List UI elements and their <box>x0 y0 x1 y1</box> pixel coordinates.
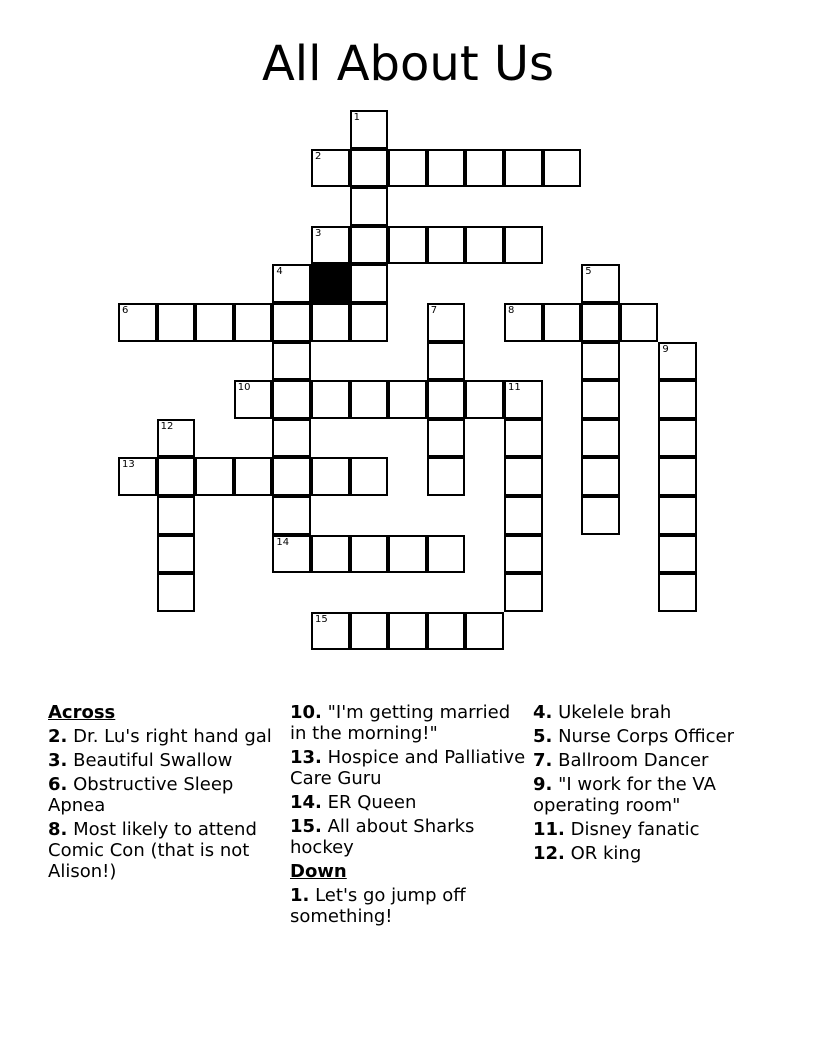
grid-cell[interactable] <box>427 303 466 342</box>
grid-cell[interactable] <box>311 612 350 651</box>
across-heading: Across <box>48 702 116 723</box>
clue-label: 15. <box>290 816 322 837</box>
clue-text: OR king <box>564 843 642 864</box>
grid-cell[interactable] <box>157 573 196 612</box>
grid-cell[interactable] <box>195 457 234 496</box>
clue-text: Dr. Lu's right hand gal <box>67 726 272 747</box>
grid-cell[interactable] <box>157 535 196 574</box>
clue <box>48 750 280 771</box>
grid-cell[interactable] <box>350 226 389 265</box>
grid-cell[interactable] <box>658 342 697 381</box>
grid-cell[interactable] <box>311 149 350 188</box>
grid-cell[interactable] <box>465 612 504 651</box>
grid-cell[interactable] <box>234 457 273 496</box>
grid-cell[interactable] <box>118 303 157 342</box>
grid-cell[interactable] <box>157 419 196 458</box>
clue-text: Beautiful Swallow <box>67 750 233 771</box>
clue-label: 12. <box>533 843 565 864</box>
clue-label: 6. <box>48 774 68 795</box>
grid-cell[interactable] <box>272 457 311 496</box>
grid-cell[interactable] <box>504 496 543 535</box>
grid-cell[interactable] <box>504 573 543 612</box>
grid-cell[interactable] <box>272 535 311 574</box>
clue-label: 4. <box>533 702 553 723</box>
grid-cell[interactable] <box>118 457 157 496</box>
grid-cell[interactable] <box>581 342 620 381</box>
grid-cell[interactable] <box>658 573 697 612</box>
grid-cell[interactable] <box>620 303 659 342</box>
clue-number: 15 <box>315 613 328 625</box>
grid-cell[interactable] <box>658 380 697 419</box>
grid-cell[interactable] <box>350 612 389 651</box>
clue-number: 13 <box>122 459 135 471</box>
grid-cell[interactable] <box>388 612 427 651</box>
clue-number: 8 <box>508 305 515 316</box>
grid-cell[interactable] <box>157 457 196 496</box>
clue <box>533 726 773 747</box>
grid-cell[interactable] <box>465 380 504 419</box>
grid-cell[interactable] <box>427 342 466 381</box>
clue-label: 10. <box>290 702 322 723</box>
grid-cell[interactable] <box>350 303 389 342</box>
grid-cell[interactable] <box>272 264 311 303</box>
clue-text: Hospice and Palliative Care Guru <box>290 747 526 789</box>
black-cell <box>311 264 350 303</box>
clue-text: "I'm getting married in the morning!" <box>290 702 511 744</box>
puzzle-title: All About Us <box>261 36 555 92</box>
clue <box>533 843 773 864</box>
grid-cell[interactable] <box>272 419 311 458</box>
clue-number: 3 <box>315 227 322 239</box>
clue-column-2 <box>290 702 526 930</box>
grid-cell[interactable] <box>427 535 466 574</box>
grid-cell[interactable] <box>350 187 389 226</box>
grid-cell[interactable] <box>581 380 620 419</box>
clue-text: "I work for the VA operating room" <box>533 774 716 816</box>
clue-label: 9. <box>533 774 553 795</box>
grid-cell[interactable] <box>658 535 697 574</box>
clue <box>290 747 526 789</box>
grid-cell[interactable] <box>350 264 389 303</box>
grid-cell[interactable] <box>504 380 543 419</box>
clue-text: Let's go jump off something! <box>290 885 466 927</box>
clue-number: 5 <box>585 266 592 278</box>
clue-label: 5. <box>533 726 553 747</box>
clue-number: 11 <box>508 382 521 394</box>
clue <box>533 774 773 816</box>
grid-cell[interactable] <box>272 303 311 342</box>
grid-cell[interactable] <box>234 380 273 419</box>
clue <box>290 816 526 858</box>
clue-text: ER Queen <box>321 792 417 813</box>
grid-cell[interactable] <box>195 303 234 342</box>
grid-cell[interactable] <box>465 226 504 265</box>
clue-label: 14. <box>290 792 322 813</box>
clue-number: 6 <box>122 305 129 316</box>
clue-number: 9 <box>662 343 669 355</box>
clue-number: 7 <box>430 305 438 316</box>
clue-number: 14 <box>276 536 290 548</box>
grid-cell[interactable] <box>427 226 466 265</box>
grid-cell[interactable] <box>157 496 196 535</box>
grid-cell[interactable] <box>427 149 466 188</box>
grid-cell[interactable] <box>272 380 311 419</box>
grid-cell[interactable] <box>427 419 466 458</box>
clue-text: Obstructive Sleep Apnea <box>48 774 234 816</box>
grid-cell[interactable] <box>350 535 389 574</box>
grid-cell[interactable] <box>658 496 697 535</box>
grid-cell[interactable] <box>388 149 427 188</box>
grid-cell[interactable] <box>504 149 543 188</box>
clue-label: 2. <box>48 726 68 747</box>
clue <box>290 702 526 744</box>
grid-cell[interactable] <box>581 303 620 342</box>
down-heading: Down <box>290 861 347 882</box>
clue-number: 12 <box>160 420 174 432</box>
grid-cell[interactable] <box>388 535 427 574</box>
grid-cell[interactable] <box>427 380 466 419</box>
grid-cell[interactable] <box>311 457 350 496</box>
grid-cell[interactable] <box>504 419 543 458</box>
grid-cell[interactable] <box>504 303 543 342</box>
grid-cell[interactable] <box>465 149 504 188</box>
clue-column-1 <box>48 702 280 885</box>
clue-label: 7. <box>533 750 553 771</box>
clue-number: 1 <box>353 112 360 123</box>
grid-cell[interactable] <box>388 380 427 419</box>
grid-cell[interactable] <box>157 303 196 342</box>
grid-cell[interactable] <box>350 457 389 496</box>
grid-cell[interactable] <box>581 264 620 303</box>
clue-label: 1. <box>290 885 310 906</box>
clue-text: Ukelele brah <box>552 702 672 723</box>
grid-cell[interactable] <box>311 535 350 574</box>
clue-text: Disney fanatic <box>564 819 700 840</box>
clue <box>48 726 280 747</box>
grid-cell[interactable] <box>581 457 620 496</box>
grid-cell[interactable] <box>658 457 697 496</box>
grid-cell[interactable] <box>272 342 311 381</box>
clue-text: Most likely to attend Comic Con (that is not Alison!) <box>48 819 257 882</box>
grid-cell[interactable] <box>543 303 582 342</box>
grid-cell[interactable] <box>388 226 427 265</box>
clue <box>533 702 773 723</box>
clue <box>533 819 773 840</box>
grid-cell[interactable] <box>427 457 466 496</box>
grid-cell[interactable] <box>581 496 620 535</box>
grid-cell[interactable] <box>543 149 582 188</box>
clue-text: Nurse Corps Officer <box>552 726 734 747</box>
grid-cell[interactable] <box>581 419 620 458</box>
clue-number: 2 <box>315 150 322 162</box>
clue <box>290 885 526 927</box>
grid-cell[interactable] <box>350 380 389 419</box>
grid-cell[interactable] <box>504 535 543 574</box>
grid-cell[interactable] <box>504 226 543 265</box>
grid-cell[interactable] <box>311 226 350 265</box>
clue <box>533 750 773 771</box>
grid-cell[interactable] <box>272 496 311 535</box>
clue-column-3 <box>533 702 773 867</box>
grid-cell[interactable] <box>350 149 389 188</box>
grid-cell[interactable] <box>311 380 350 419</box>
clue-text: All about Sharks hockey <box>290 816 475 858</box>
clue <box>48 774 280 816</box>
clue <box>48 819 280 882</box>
clue <box>290 792 526 813</box>
grid-cell[interactable] <box>350 110 389 149</box>
grid-cell[interactable] <box>311 303 350 342</box>
grid-cell[interactable] <box>658 419 697 458</box>
grid-cell[interactable] <box>234 303 273 342</box>
clue-label: 13. <box>290 747 322 768</box>
clue-label: 3. <box>48 750 68 771</box>
clue-label: 11. <box>533 819 565 840</box>
clue-label: 8. <box>48 819 68 840</box>
clue-number: 10 <box>237 382 251 394</box>
clue-number: 4 <box>276 266 283 278</box>
grid-cell[interactable] <box>427 612 466 651</box>
grid-cell[interactable] <box>504 457 543 496</box>
clue-text: Ballroom Dancer <box>552 750 709 771</box>
